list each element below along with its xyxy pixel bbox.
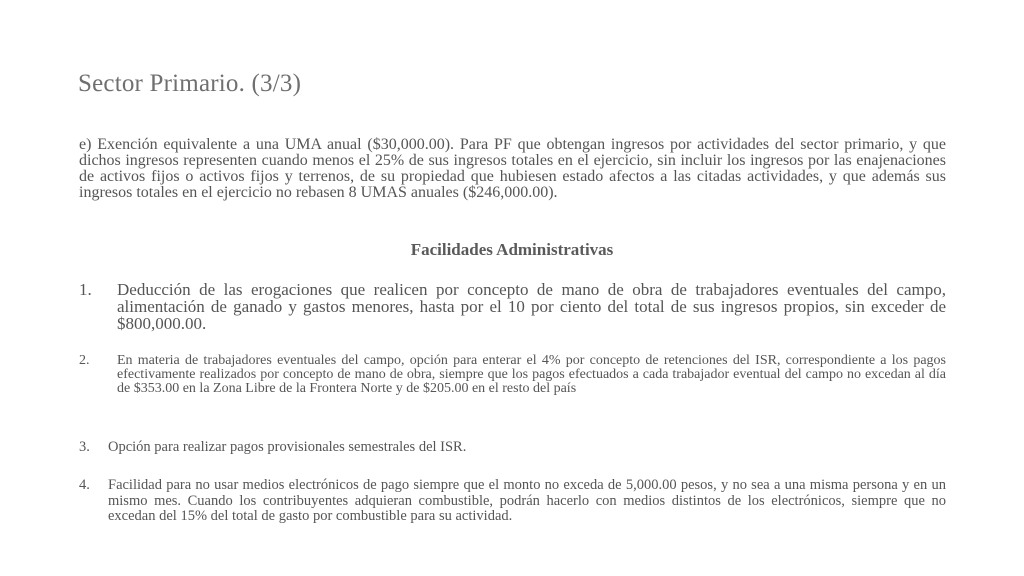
list-item-number: 2.	[79, 353, 90, 368]
list-item-number: 3.	[79, 439, 90, 455]
list-item-number: 4.	[79, 477, 90, 493]
list-item-text: Opción para realizar pagos provisionales semestrales del ISR.	[108, 439, 467, 455]
list-item-1	[79, 281, 946, 332]
list-item-2	[79, 354, 946, 396]
paragraph-exemption: e) Exención equivalente a una UMA anual ($30,000.00). Para PF que obtengan ingresos por actividades del sector primario, y que dichos ingresos representen cuando menos el 25% de sus ingresos totales en el ejercicio, sin incluir los ingresos por las enajenaciones de activos fijos o activos fijos y terrenos, de su propiedad que hubiesen estado afectos a las citadas actividades, y que además sus ingresos totales en el ejercicio no rebasen 8 UMAS anuales ($246,000.00).	[79, 136, 946, 201]
list-item-4	[79, 478, 946, 525]
list-item-number: 1.	[79, 280, 92, 299]
list-item-3	[79, 440, 946, 455]
slide-title: Sector Primario. (3/3)	[78, 70, 302, 97]
list-item-text: Facilidad para no usar medios electrónicos de pago siempre que el monto no exceda de 5,000.00 pesos, y no sea a una misma persona y en un mismo mes. Cuando los contribuyentes adquieran combustible, podrán hacerlo con medios distintos de los electrónicos, siempre que no excedan del 15% del total de gasto por combustible para su actividad.	[108, 477, 946, 524]
section-heading: Facilidades Administrativas	[410, 240, 614, 259]
list-item-text: En materia de trabajadores eventuales del campo, opción para enterar el 4% por concepto de retenciones del ISR, correspondiente a los pagos efectivamente realizados por concepto de mano de obra, siempre que los pagos efectuados a cada trabajador eventual del campo no excedan al día de $353.00 en la Zona Libre de la Frontera Norte y de $205.00 en el resto del país	[117, 353, 946, 396]
list-item-text: Deducción de las erogaciones que realicen por concepto de mano de obra de trabajadores eventuales del campo, alimentación de ganado y gastos menores, hasta por el 10 por ciento del total de sus ingresos propios, sin exceder de $800,000.00.	[117, 280, 946, 333]
